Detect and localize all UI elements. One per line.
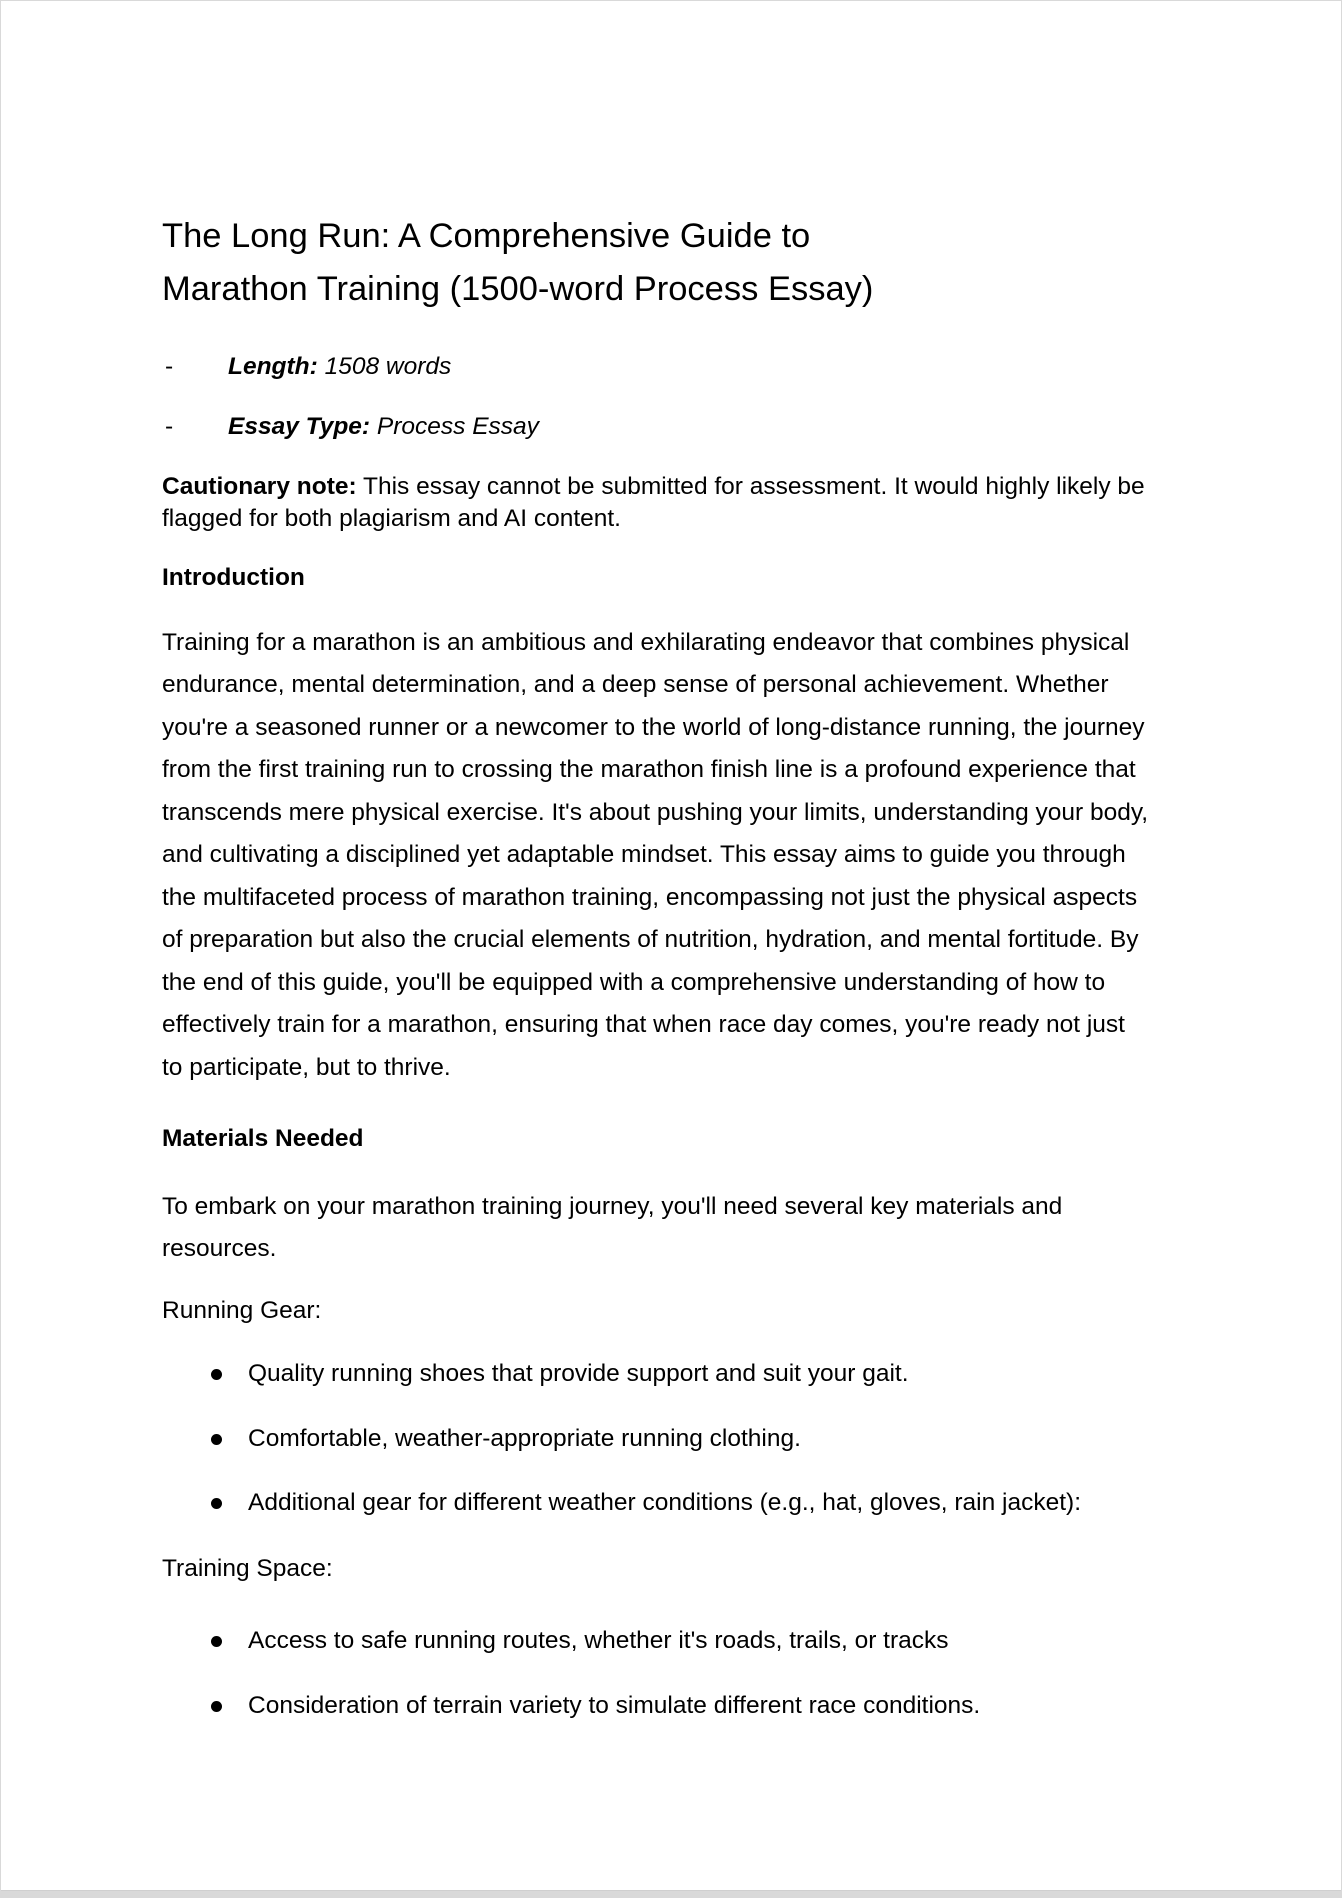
list-item bbox=[162, 1620, 1152, 1663]
bullet-icon bbox=[211, 1636, 222, 1647]
cautionary-note bbox=[162, 471, 1152, 535]
bullet-icon bbox=[211, 1701, 222, 1712]
group-label-training-space: Training Space: bbox=[162, 1554, 333, 1582]
dash-marker: - bbox=[165, 353, 174, 380]
meta-value: 1508 words bbox=[317, 353, 452, 380]
meta-item-essay-type bbox=[162, 406, 1152, 449]
introduction-paragraph: Training for a marathon is an ambitious and exhilarating endeavor that combines physical endurance, mental determination, and a deep sense of personal achievement. Whether you're a seasoned runner or a newcomer to the world of long-distance running, the journey from the first training run to crossing the marathon finish line is a profound experience that transcends mere physical exercise. It's about pushing your limits, understanding your body, and cultivating a disciplined yet adaptable mindset. This essay aims to guide you through the multifaceted process of marathon training, encompassing not just the physical aspects of preparation but also the crucial elements of nutrition, hydration, and mental fortitude. By the end of this guide, you'll be equipped with a comprehensive understanding of how to effectively train for a marathon, ensuring that when race day comes, you're ready not just to participate, but to thrive. bbox=[162, 628, 1149, 1081]
list-item bbox=[162, 1418, 1152, 1461]
dash-marker: - bbox=[165, 412, 174, 440]
list-item bbox=[162, 1353, 1152, 1396]
list-item bbox=[162, 1482, 1152, 1525]
page-bottom-edge bbox=[1, 1890, 1341, 1898]
meta-value: Process Essay bbox=[370, 412, 539, 440]
meta-list bbox=[162, 346, 1152, 448]
bullet-icon bbox=[211, 1434, 222, 1445]
heading-introduction: Introduction bbox=[162, 564, 305, 591]
list-item-text: Additional gear for different weather conditions (e.g., hat, gloves, rain jacket): bbox=[248, 1489, 1082, 1516]
list-item-text: Access to safe running routes, whether it's roads, trails, or tracks bbox=[248, 1627, 949, 1654]
heading-materials-needed: Materials Needed bbox=[162, 1125, 364, 1152]
list-item-text: Comfortable, weather-appropriate running clothing. bbox=[248, 1424, 801, 1452]
document-body bbox=[1, 1, 1342, 1727]
meta-item-length bbox=[162, 346, 1152, 389]
cautionary-label: Cautionary note: bbox=[162, 473, 357, 500]
document-title: The Long Run: A Comprehensive Guide to Marathon Training (1500-word Process Essay) bbox=[162, 217, 874, 308]
list-item-text: Quality running shoes that provide support and suit your gait. bbox=[248, 1360, 909, 1387]
running-gear-list bbox=[162, 1353, 1152, 1525]
meta-label: Essay Type: bbox=[228, 412, 371, 440]
bullet-icon bbox=[211, 1369, 222, 1380]
bullet-icon bbox=[211, 1498, 222, 1509]
training-space-list bbox=[162, 1620, 1152, 1727]
materials-paragraph: To embark on your marathon training journey, you'll need several key materials and resources. bbox=[162, 1192, 1063, 1262]
group-label-running-gear: Running Gear: bbox=[162, 1296, 322, 1324]
list-item-text: Consideration of terrain variety to simulate different race conditions. bbox=[248, 1691, 981, 1719]
cautionary-text: This essay cannot be submitted for assessment. It would highly likely be flagged for both plagiarism and AI content. bbox=[162, 473, 1145, 532]
list-item bbox=[162, 1685, 1152, 1728]
meta-label: Length: bbox=[228, 353, 318, 380]
